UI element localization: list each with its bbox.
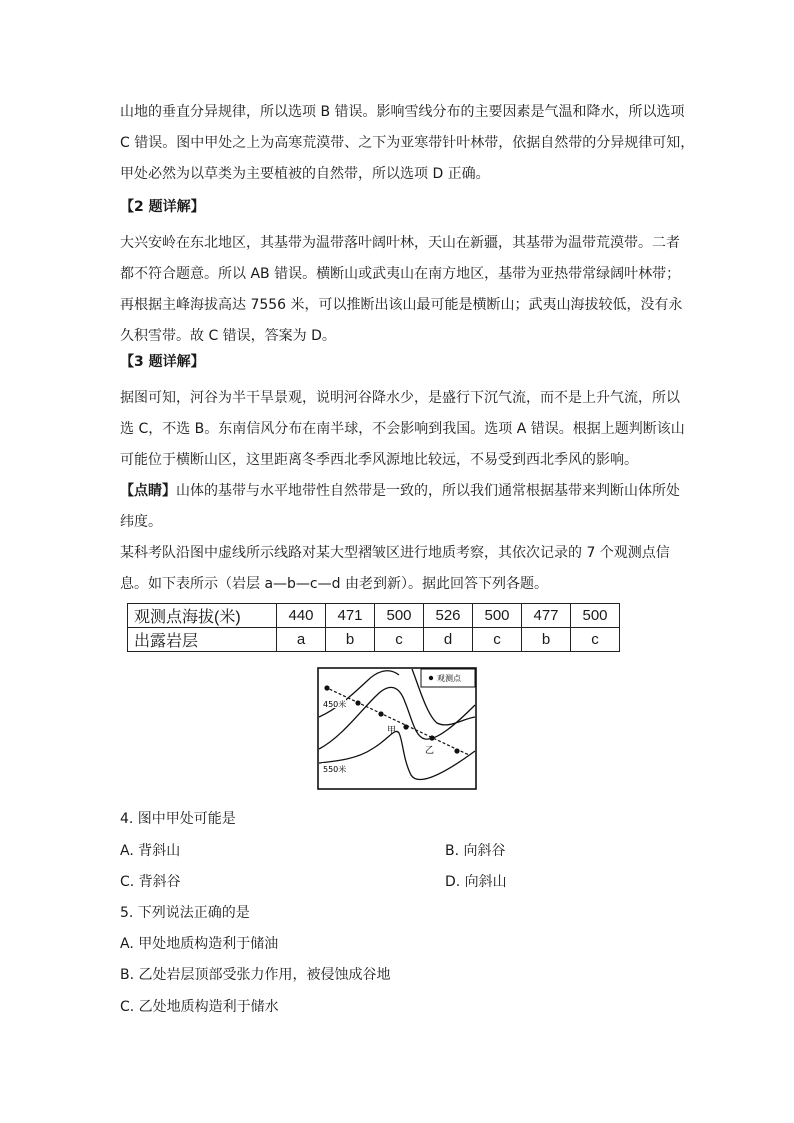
question-intro: [120, 538, 680, 600]
text-line: 可能位于横断山区，这里距离冬季西北季风源地比较远，不易受到西北季风的影响。: [120, 452, 638, 468]
q4-option-d: D. 向斜山: [445, 874, 507, 890]
text-line: 据图可知，河谷为半干旱景观，说明河谷降水少，是盛行下沉气流，而不是上升气流，所以: [120, 390, 680, 406]
observation-point: [454, 748, 459, 753]
note-line: [120, 476, 680, 507]
text-line: 山地的垂直分异规律，所以选项 B 错误。影响雪线分布的主要因素是气温和降水，所以选项: [120, 104, 685, 120]
q5-stem: 5. 下列说法正确的是: [120, 905, 250, 921]
table-cell: 500: [375, 604, 424, 628]
explanation-2: [120, 228, 683, 352]
q5-option-c: C. 乙处地质构造利于储水: [120, 999, 279, 1015]
table-cell: 500: [571, 604, 620, 628]
table-row-layer: [128, 628, 620, 652]
observation-point: [378, 711, 383, 716]
table-cell: 526: [424, 604, 473, 628]
text-line: 选 C，不选 B。东南信风分布在南半球，不会影响到我国。选项 A 错误。根据上题判断该山: [120, 421, 685, 437]
text-line: 久积雪带。故 C 错误，答案为 D。: [120, 328, 336, 344]
table-header-layer: 出露岩层: [128, 628, 277, 652]
note-tag: 【点睛】: [120, 483, 176, 499]
observation-table: [127, 603, 620, 652]
table-cell: 477: [522, 604, 571, 628]
contour-label-550: 550米: [323, 765, 347, 774]
text-line: 再根据主峰海拔高达 7556 米，可以推断出该山最可能是横断山；武夷山海拔较低，没有永: [120, 297, 683, 313]
table-cell: 500: [473, 604, 522, 628]
q4-option-b: B. 向斜谷: [445, 843, 506, 859]
table-header-elevation: 观测点海拔(米): [128, 604, 277, 628]
legend-label: 观测点: [437, 674, 461, 683]
note-text: 山体的基带与水平地带性自然带是一致的，所以我们通常根据基带来判断山体所处: [176, 483, 680, 499]
q4-option-a: A. 背斜山: [120, 843, 181, 859]
observation-point: [429, 735, 434, 740]
observation-point: [355, 700, 360, 705]
q5-option-b: B. 乙处岩层顶部受张力作用，被侵蚀成谷地: [120, 967, 391, 983]
q5-option-a: A. 甲处地质构造利于储油: [120, 936, 279, 952]
note-block: [120, 476, 680, 538]
contour-label-450: 450米: [323, 700, 347, 709]
label-yi: 乙: [425, 746, 435, 756]
note-line-2: 纬度。: [120, 514, 162, 530]
q2-heading: 【2 题详解】: [120, 199, 205, 215]
table-cell: 440: [277, 604, 326, 628]
table-cell: a: [277, 628, 326, 652]
observation-point: [403, 724, 408, 729]
q4-stem: 4. 图中甲处可能是: [120, 811, 236, 827]
table-cell: b: [522, 628, 571, 652]
text-line: 息。如下表所示（岩层 a—b—c—d 由老到新）。据此回答下列各题。: [120, 576, 548, 592]
legend-dot-icon: [429, 676, 433, 680]
table-cell: c: [375, 628, 424, 652]
q3-heading: 【3 题详解】: [120, 354, 205, 370]
label-jia: 甲: [387, 726, 397, 736]
contour-map: [317, 667, 477, 790]
table-cell: b: [326, 628, 375, 652]
table-row-elevation: [128, 604, 620, 628]
text-line: 某科考队沿图中虚线所示线路对某大型褶皱区进行地质考察，其依次记录的 7 个观测点信: [120, 545, 670, 561]
text-line: 大兴安岭在东北地区，其基带为温带落叶阔叶林，天山在新疆，其基带为温带荒漠带。二者: [120, 235, 680, 251]
explanation-1: [120, 97, 695, 190]
table-cell: c: [473, 628, 522, 652]
text-line: C 错误。图中甲处之上为高寒荒漠带、之下为亚寒带针叶林带，依据自然带的分异规律可知，: [120, 135, 695, 151]
observation-point: [324, 685, 329, 690]
text-line: 都不符合题意。所以 AB 错误。横断山或武夷山在南方地区，基带为亚热带常绿阔叶林带；: [120, 266, 681, 282]
table-cell: d: [424, 628, 473, 652]
q4-option-c: C. 背斜谷: [120, 874, 181, 890]
explanation-3: [120, 383, 685, 476]
text-line: 甲处必然为以草类为主要植被的自然带，所以选项 D 正确。: [120, 166, 490, 182]
table-cell: 471: [326, 604, 375, 628]
table-cell: c: [571, 628, 620, 652]
